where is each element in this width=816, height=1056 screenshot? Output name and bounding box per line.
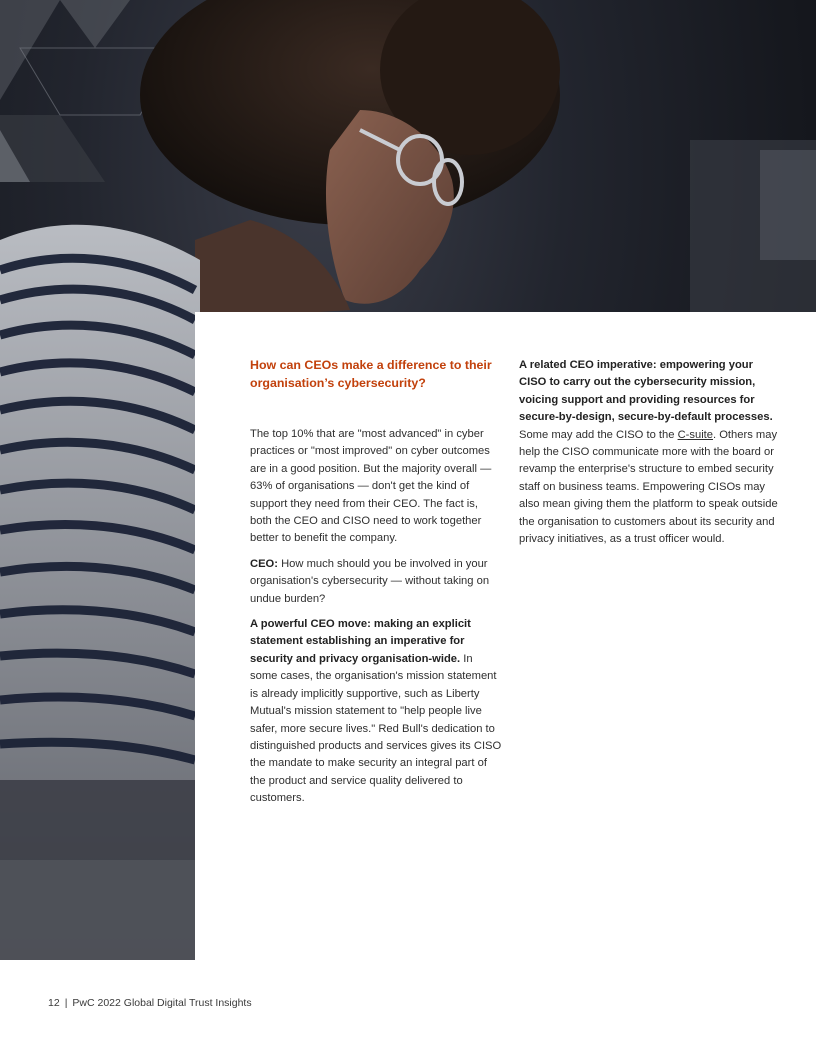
paragraph-3-lead: A powerful CEO move: making an explicit statement establishing an imperative for security and privacy organisation-wide. bbox=[250, 618, 471, 665]
paragraph-4 bbox=[519, 357, 781, 548]
paragraph-2 bbox=[250, 556, 502, 608]
paragraph-4-pre-link: Some may add the CISO to the bbox=[519, 428, 678, 441]
publication-title: PwC 2022 Global Digital Trust Insights bbox=[72, 997, 252, 1009]
right-column bbox=[519, 357, 781, 556]
paragraph-2-lead: CEO: bbox=[250, 557, 278, 570]
section-heading: How can CEOs make a difference to their organisation’s cybersecurity? bbox=[250, 358, 492, 390]
paragraph-4-lead: A related CEO imperative: empowering your CISO to carry out the cybersecurity mission, voicing support and providing resources for secure-by-design, secure-by-default processes. bbox=[519, 359, 773, 424]
paragraph-3 bbox=[250, 616, 502, 807]
paragraph-2-body: How much should you be involved in your organisation's cybersecurity — without taking on undue burden? bbox=[250, 557, 490, 605]
footer-separator: | bbox=[64, 997, 68, 1009]
paragraph-3-body: In some cases, the organisation's mission statement is already implicitly supportive, such as Liberty Mutual's mission statement to "help people live safer, more secure lives." Red Bull's dedication to distinguished products and services gives its CISO the mandate to make security an integral part of the product and service quality delivered to customers. bbox=[250, 652, 502, 805]
page-number: 12 bbox=[48, 997, 60, 1009]
paragraph-4-post-link: . Others may help the CISO communicate more with the board or revamp the enterprise's structure to embed security staff on business teams. Empowering CISOs may also mean giving them the platform to speak outside the organisation to customers about its security and privacy initiatives, as a trust officer would. bbox=[519, 428, 778, 546]
page-footer bbox=[48, 997, 252, 1009]
c-suite-link[interactable]: C-suite bbox=[677, 428, 714, 441]
paragraph-1: The top 10% that are "most advanced" in cyber practices or "most improved" on cyber outcomes are in a good position. But the majority overall — 63% of organisations — don't get the kind of support they need from their CEO. The fact is, both the CEO and CISO need to work together better to benefit the company. bbox=[250, 428, 492, 545]
left-column bbox=[250, 357, 502, 816]
